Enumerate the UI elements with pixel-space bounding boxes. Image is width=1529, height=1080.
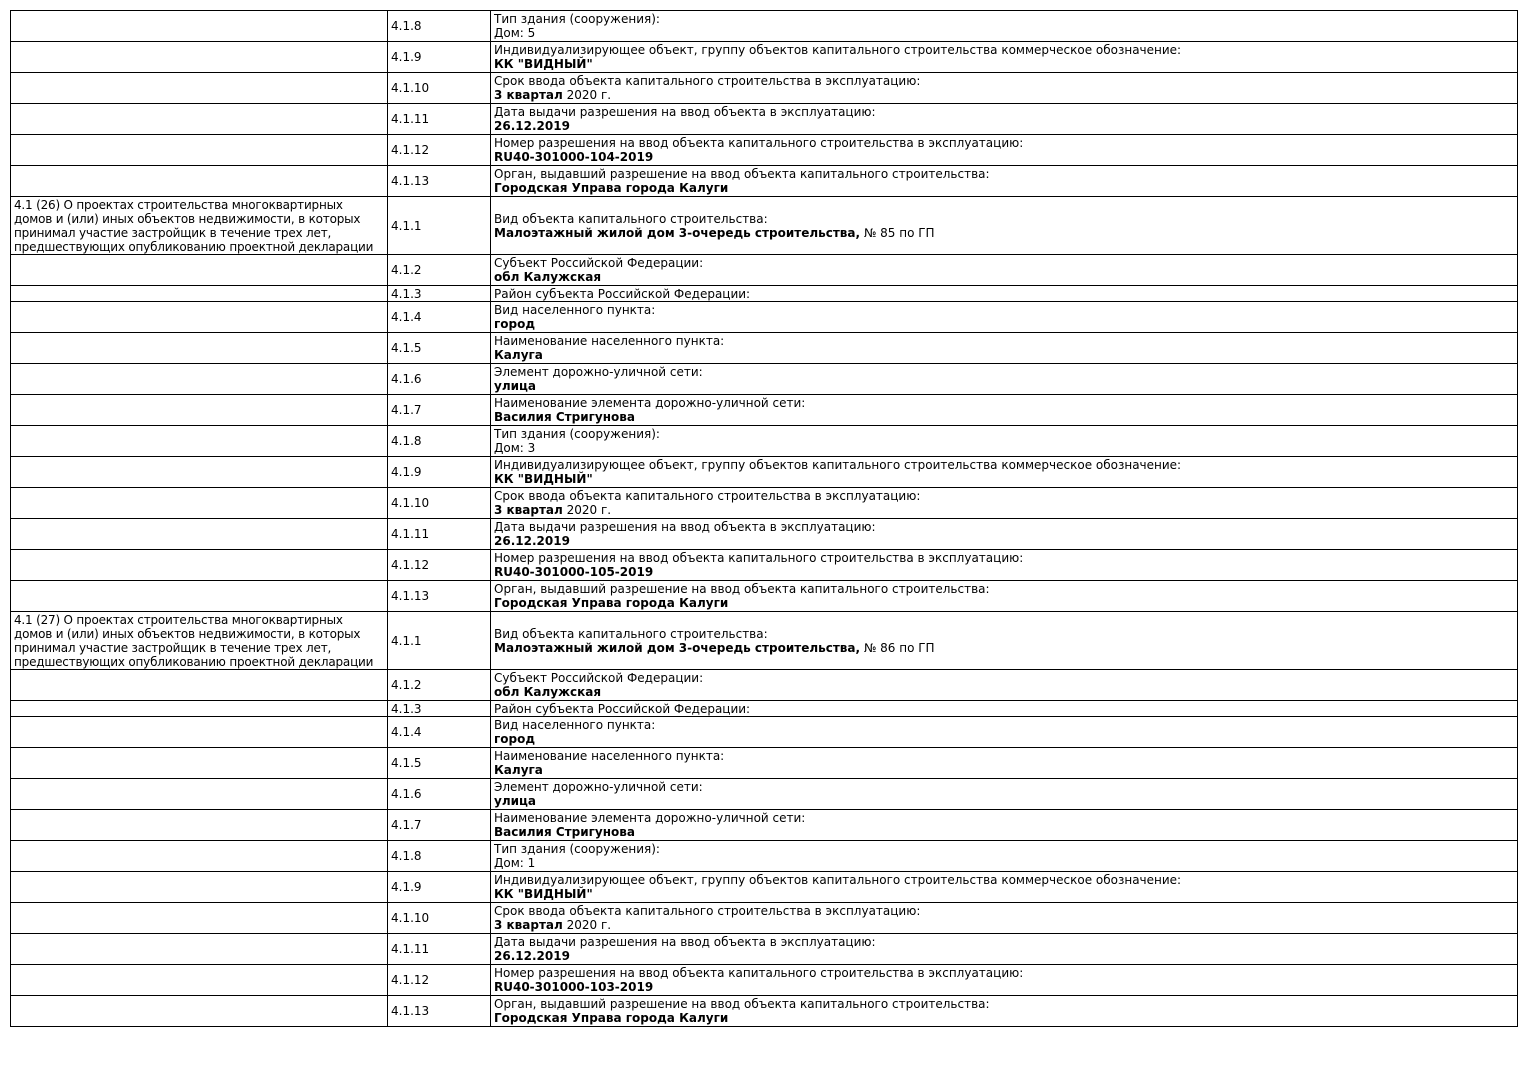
table-row — [11, 457, 1518, 488]
value-bold-segment: 26.12.2019 — [494, 534, 570, 548]
section-description-empty — [11, 104, 388, 135]
field-label: Тип здания (сооружения): — [494, 12, 660, 26]
field-value — [494, 226, 1514, 240]
table-row — [11, 395, 1518, 426]
section-description-empty — [11, 670, 388, 701]
info-cell — [491, 395, 1518, 426]
value-regular-segment: № 86 по ГП — [860, 640, 935, 655]
table-row — [11, 104, 1518, 135]
value-bold-segment: Городская Управа города Калуги — [494, 596, 729, 610]
value-bold-segment: Городская Управа города Калуги — [494, 1011, 729, 1025]
section-description-empty — [11, 73, 388, 104]
field-value — [494, 856, 1514, 870]
row-number: 4.1.10 — [388, 73, 491, 104]
info-cell — [491, 488, 1518, 519]
row-number: 4.1.9 — [388, 872, 491, 903]
field-label: Наименование элемента дорожно-уличной сети: — [494, 811, 806, 825]
section-description-empty — [11, 717, 388, 748]
info-cell — [491, 934, 1518, 965]
section-description-empty — [11, 42, 388, 73]
field-label: Индивидуализирующее объект, группу объектов капитального строительства коммерческое обозначение: — [494, 43, 1182, 57]
section-description-empty — [11, 779, 388, 810]
table-row — [11, 286, 1518, 302]
section-description-empty — [11, 748, 388, 779]
value-regular-segment: 2020 г. — [562, 918, 612, 932]
field-label: Вид объекта капитального строительства: — [494, 626, 768, 641]
field-label: Индивидуализирующее объект, группу объектов капитального строительства коммерческое обозначение: — [494, 873, 1182, 887]
table-row — [11, 488, 1518, 519]
info-cell — [491, 42, 1518, 73]
table-row — [11, 612, 1518, 670]
section-description-empty — [11, 364, 388, 395]
table-row — [11, 550, 1518, 581]
info-cell — [491, 426, 1518, 457]
info-cell — [491, 872, 1518, 903]
section-description-empty — [11, 550, 388, 581]
field-value — [494, 1011, 1514, 1025]
field-label: Дата выдачи разрешения на ввод объекта в эксплуатацию: — [494, 105, 876, 119]
row-number: 4.1.6 — [388, 364, 491, 395]
row-number: 4.1.10 — [388, 488, 491, 519]
field-label: Дата выдачи разрешения на ввод объекта в эксплуатацию: — [494, 935, 876, 949]
field-label: Район субъекта Российской Федерации: — [494, 286, 751, 301]
info-cell — [491, 104, 1518, 135]
value-bold-segment: город — [494, 732, 536, 746]
table-row — [11, 333, 1518, 364]
section-description: 4.1 (26) О проектах строительства многоквартирных домов и (или) иных объектов недвижимости, в которых принимал участие застройщик в течение трех лет, предшествующих опубликованию проектной декларации — [11, 197, 388, 255]
field-value — [494, 641, 1514, 655]
row-number: 4.1.2 — [388, 670, 491, 701]
info-cell — [491, 670, 1518, 701]
section-description-empty — [11, 135, 388, 166]
value-regular-segment: 2020 г. — [562, 88, 612, 102]
field-value — [494, 317, 1514, 331]
value-bold-segment: КК "ВИДНЫЙ" — [494, 472, 593, 486]
row-number: 4.1.6 — [388, 779, 491, 810]
field-label: Срок ввода объекта капитального строительства в эксплуатацию: — [494, 489, 921, 503]
section-description-empty — [11, 457, 388, 488]
section-description-empty — [11, 302, 388, 333]
info-cell — [491, 717, 1518, 748]
section-description-empty — [11, 872, 388, 903]
value-regular-segment: № 85 по ГП — [860, 225, 935, 240]
field-value — [494, 379, 1514, 393]
field-value — [494, 150, 1514, 164]
table-row — [11, 73, 1518, 104]
table-row — [11, 135, 1518, 166]
info-cell — [491, 73, 1518, 104]
section-description-empty — [11, 426, 388, 457]
field-label: Орган, выдавший разрешение на ввод объекта капитального строительства: — [494, 997, 990, 1011]
field-label: Индивидуализирующее объект, группу объектов капитального строительства коммерческое обозначение: — [494, 458, 1182, 472]
info-cell — [491, 903, 1518, 934]
field-label: Срок ввода объекта капитального строительства в эксплуатацию: — [494, 904, 921, 918]
row-number: 4.1.3 — [388, 701, 491, 717]
row-number: 4.1.2 — [388, 255, 491, 286]
field-value — [494, 181, 1514, 195]
section-description-empty — [11, 286, 388, 302]
table-row — [11, 841, 1518, 872]
row-number: 4.1.5 — [388, 333, 491, 364]
field-label: Номер разрешения на ввод объекта капитального строительства в эксплуатацию: — [494, 551, 1024, 565]
row-number: 4.1.13 — [388, 581, 491, 612]
value-bold-segment: обл Калужская — [494, 270, 602, 284]
section-description-empty — [11, 255, 388, 286]
section-description-empty — [11, 166, 388, 197]
field-value — [494, 596, 1514, 610]
field-label: Субъект Российской Федерации: — [494, 256, 704, 270]
row-number: 4.1.11 — [388, 519, 491, 550]
info-cell — [491, 364, 1518, 395]
info-cell — [491, 286, 1518, 302]
info-cell — [491, 135, 1518, 166]
value-bold-segment: улица — [494, 794, 537, 808]
info-cell — [491, 11, 1518, 42]
value-bold-segment: Малоэтажный жилой дом 3-очередь строительства, — [494, 225, 861, 240]
info-cell — [491, 810, 1518, 841]
info-cell — [491, 841, 1518, 872]
table-row — [11, 965, 1518, 996]
field-label: Субъект Российской Федерации: — [494, 671, 704, 685]
value-bold-segment: 26.12.2019 — [494, 119, 570, 133]
row-number: 4.1.9 — [388, 42, 491, 73]
info-cell — [491, 581, 1518, 612]
row-number: 4.1.3 — [388, 286, 491, 302]
field-label: Номер разрешения на ввод объекта капитального строительства в эксплуатацию: — [494, 136, 1024, 150]
section-description-empty — [11, 841, 388, 872]
field-value — [494, 534, 1514, 548]
field-label: Срок ввода объекта капитального строительства в эксплуатацию: — [494, 74, 921, 88]
row-number: 4.1.7 — [388, 810, 491, 841]
value-bold-segment: 3 квартал — [494, 88, 563, 102]
table-row — [11, 166, 1518, 197]
info-cell — [491, 996, 1518, 1027]
info-cell — [491, 457, 1518, 488]
row-number: 4.1.11 — [388, 934, 491, 965]
table-row — [11, 302, 1518, 333]
field-value — [494, 732, 1514, 746]
section-description-empty — [11, 701, 388, 717]
table-row — [11, 748, 1518, 779]
table-row — [11, 426, 1518, 457]
table-row — [11, 810, 1518, 841]
value-bold-segment: RU40-301000-103-2019 — [494, 980, 654, 994]
field-value — [494, 348, 1514, 362]
section-description-empty — [11, 519, 388, 550]
field-value — [494, 441, 1514, 455]
field-value — [494, 503, 1514, 517]
row-number: 4.1.9 — [388, 457, 491, 488]
field-label: Вид населенного пункта: — [494, 303, 656, 317]
table-row — [11, 717, 1518, 748]
table-row — [11, 364, 1518, 395]
field-value — [494, 949, 1514, 963]
field-label: Дата выдачи разрешения на ввод объекта в эксплуатацию: — [494, 520, 876, 534]
field-label: Элемент дорожно-уличной сети: — [494, 780, 703, 794]
table-row — [11, 996, 1518, 1027]
field-label: Номер разрешения на ввод объекта капитального строительства в эксплуатацию: — [494, 966, 1024, 980]
value-bold-segment: 26.12.2019 — [494, 949, 570, 963]
row-number: 4.1.12 — [388, 550, 491, 581]
table-row — [11, 903, 1518, 934]
field-value — [494, 88, 1514, 102]
table-row — [11, 670, 1518, 701]
value-bold-segment: улица — [494, 379, 537, 393]
row-number: 4.1.11 — [388, 104, 491, 135]
row-number: 4.1.4 — [388, 302, 491, 333]
section-description-empty — [11, 488, 388, 519]
table-row — [11, 197, 1518, 255]
row-number: 4.1.7 — [388, 395, 491, 426]
section-description-empty — [11, 395, 388, 426]
value-bold-segment: обл Калужская — [494, 685, 602, 699]
field-value — [494, 26, 1514, 40]
info-cell — [491, 748, 1518, 779]
info-cell — [491, 255, 1518, 286]
value-bold-segment: Калуга — [494, 763, 543, 777]
value-regular-segment: Дом: 5 — [494, 26, 536, 40]
value-regular-segment: Дом: 1 — [494, 856, 536, 870]
value-bold-segment: Василия Стригунова — [494, 825, 635, 839]
field-label: Район субъекта Российской Федерации: — [494, 701, 751, 716]
table-row — [11, 779, 1518, 810]
declaration-table-body — [11, 11, 1518, 1027]
field-label: Элемент дорожно-уличной сети: — [494, 365, 703, 379]
info-cell — [491, 519, 1518, 550]
table-row — [11, 581, 1518, 612]
field-label: Наименование населенного пункта: — [494, 749, 725, 763]
value-regular-segment: 2020 г. — [562, 503, 612, 517]
table-row — [11, 934, 1518, 965]
row-number: 4.1.12 — [388, 965, 491, 996]
info-cell — [491, 779, 1518, 810]
info-cell — [491, 550, 1518, 581]
info-cell — [491, 333, 1518, 364]
value-bold-segment: Василия Стригунова — [494, 410, 635, 424]
declaration-table — [10, 10, 1518, 1027]
value-bold-segment: КК "ВИДНЫЙ" — [494, 57, 593, 71]
value-bold-segment: 3 квартал — [494, 918, 563, 932]
value-bold-segment: КК "ВИДНЫЙ" — [494, 887, 593, 901]
field-label: Вид объекта капитального строительства: — [494, 211, 768, 226]
table-row — [11, 255, 1518, 286]
field-value — [494, 410, 1514, 424]
value-bold-segment: город — [494, 317, 536, 331]
info-cell — [491, 701, 1518, 717]
table-row — [11, 519, 1518, 550]
row-number: 4.1.4 — [388, 717, 491, 748]
field-label: Наименование элемента дорожно-уличной сети: — [494, 396, 806, 410]
value-bold-segment: RU40-301000-104-2019 — [494, 150, 654, 164]
row-number: 4.1.1 — [388, 612, 491, 670]
table-row — [11, 42, 1518, 73]
row-number: 4.1.12 — [388, 135, 491, 166]
section-description-empty — [11, 333, 388, 364]
field-label: Орган, выдавший разрешение на ввод объекта капитального строительства: — [494, 582, 990, 596]
section-description-empty — [11, 934, 388, 965]
field-value — [494, 763, 1514, 777]
info-cell — [491, 197, 1518, 255]
table-row — [11, 872, 1518, 903]
field-value — [494, 57, 1514, 71]
section-description-empty — [11, 965, 388, 996]
section-description-empty — [11, 996, 388, 1027]
field-label: Тип здания (сооружения): — [494, 427, 660, 441]
field-value — [494, 980, 1514, 994]
row-number: 4.1.10 — [388, 903, 491, 934]
field-value — [494, 119, 1514, 133]
field-label: Тип здания (сооружения): — [494, 842, 660, 856]
field-value — [494, 825, 1514, 839]
field-label: Вид населенного пункта: — [494, 718, 656, 732]
section-description-empty — [11, 903, 388, 934]
row-number: 4.1.8 — [388, 426, 491, 457]
field-value — [494, 472, 1514, 486]
value-bold-segment: Городская Управа города Калуги — [494, 181, 729, 195]
info-cell — [491, 612, 1518, 670]
field-value — [494, 918, 1514, 932]
field-value — [494, 565, 1514, 579]
row-number: 4.1.5 — [388, 748, 491, 779]
value-bold-segment: RU40-301000-105-2019 — [494, 565, 654, 579]
row-number: 4.1.13 — [388, 166, 491, 197]
row-number: 4.1.8 — [388, 11, 491, 42]
field-value — [494, 270, 1514, 284]
row-number: 4.1.13 — [388, 996, 491, 1027]
info-cell — [491, 965, 1518, 996]
section-description-empty — [11, 581, 388, 612]
field-label: Орган, выдавший разрешение на ввод объекта капитального строительства: — [494, 167, 990, 181]
info-cell — [491, 302, 1518, 333]
field-value — [494, 887, 1514, 901]
row-number: 4.1.8 — [388, 841, 491, 872]
table-row — [11, 701, 1518, 717]
value-bold-segment: Малоэтажный жилой дом 3-очередь строительства, — [494, 640, 861, 655]
row-number: 4.1.1 — [388, 197, 491, 255]
value-regular-segment: Дом: 3 — [494, 441, 536, 455]
field-value — [494, 794, 1514, 808]
section-description-empty — [11, 11, 388, 42]
info-cell — [491, 166, 1518, 197]
section-description: 4.1 (27) О проектах строительства многоквартирных домов и (или) иных объектов недвижимости, в которых принимал участие застройщик в течение трех лет, предшествующих опубликованию проектной декларации — [11, 612, 388, 670]
field-value — [494, 685, 1514, 699]
field-label: Наименование населенного пункта: — [494, 334, 725, 348]
value-bold-segment: 3 квартал — [494, 503, 563, 517]
section-description-empty — [11, 810, 388, 841]
value-bold-segment: Калуга — [494, 348, 543, 362]
table-row — [11, 11, 1518, 42]
